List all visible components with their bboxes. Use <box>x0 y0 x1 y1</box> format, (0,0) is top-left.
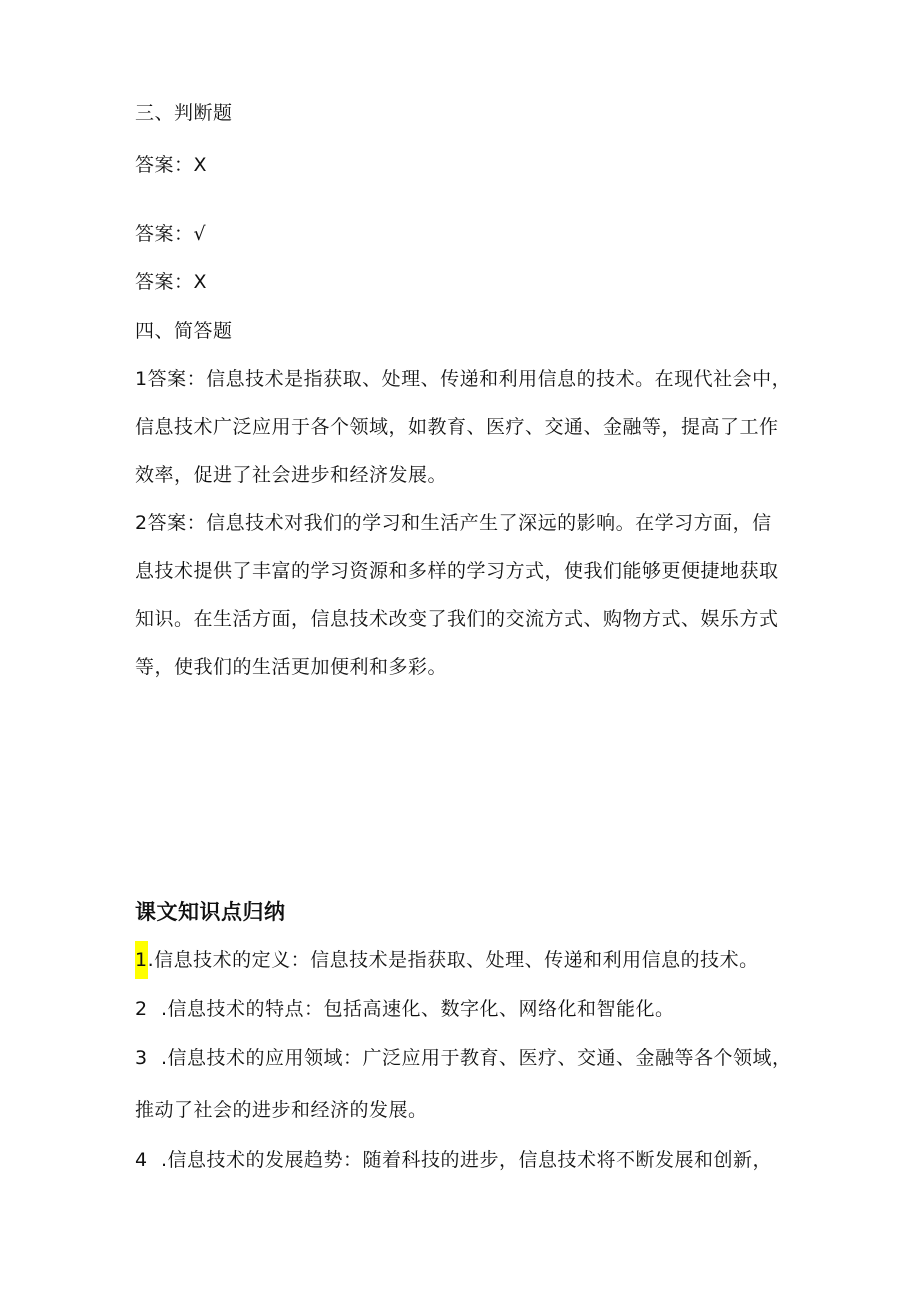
summary-item-text: .信息技术的应用领域：广泛应用于教育、医疗、交通、金融等各个领域， <box>161 1047 792 1069</box>
summary-item-3-continuation: 推动了社会的进步和经济的发展。 <box>135 1099 428 1121</box>
summary-item-3 <box>135 1045 792 1071</box>
highlighted-number: 1 <box>135 941 148 979</box>
judgment-answer-1: 答案：X <box>135 154 208 176</box>
section-title-judgment: 三、判断题 <box>135 102 233 124</box>
summary-item-number: 3 <box>135 1047 148 1069</box>
answer-1-line-1: 1答案：信息技术是指获取、处理、传递和利用信息的技术。在现代社会中， <box>135 368 792 390</box>
answer-2-line-1: 2答案：信息技术对我们的学习和生活产生了深远的影响。在学习方面，信 <box>135 512 772 534</box>
summary-item-1 <box>135 947 759 979</box>
answer-2-line-4: 等，使我们的生活更加便利和多彩。 <box>135 656 448 678</box>
summary-item-2 <box>135 996 675 1022</box>
summary-item-4 <box>135 1147 772 1173</box>
section-title-short-answer: 四、简答题 <box>135 320 233 342</box>
answer-2-line-2: 息技术提供了丰富的学习资源和多样的学习方式，使我们能够更便捷地获取 <box>135 560 779 582</box>
summary-title: 课文知识点归纳 <box>135 900 286 924</box>
summary-item-text: .信息技术的定义：信息技术是指获取、处理、传递和利用信息的技术。 <box>147 949 759 971</box>
summary-item-text: .信息技术的发展趋势：随着科技的进步，信息技术将不断发展和创新， <box>161 1149 773 1171</box>
answer-2-line-3: 知识。在生活方面，信息技术改变了我们的交流方式、购物方式、娱乐方式 <box>135 608 779 630</box>
judgment-answer-3: 答案：X <box>135 271 208 293</box>
summary-item-number: 2 <box>135 998 148 1020</box>
answer-1-line-3: 效率，促进了社会进步和经济发展。 <box>135 464 448 486</box>
judgment-answer-2: 答案：√ <box>135 223 207 245</box>
summary-item-number: 4 <box>135 1149 148 1171</box>
summary-item-text: .信息技术的特点：包括高速化、数字化、网络化和智能化。 <box>161 998 675 1020</box>
answer-1-line-2: 信息技术广泛应用于各个领域，如教育、医疗、交通、金融等，提高了工作 <box>135 416 779 438</box>
